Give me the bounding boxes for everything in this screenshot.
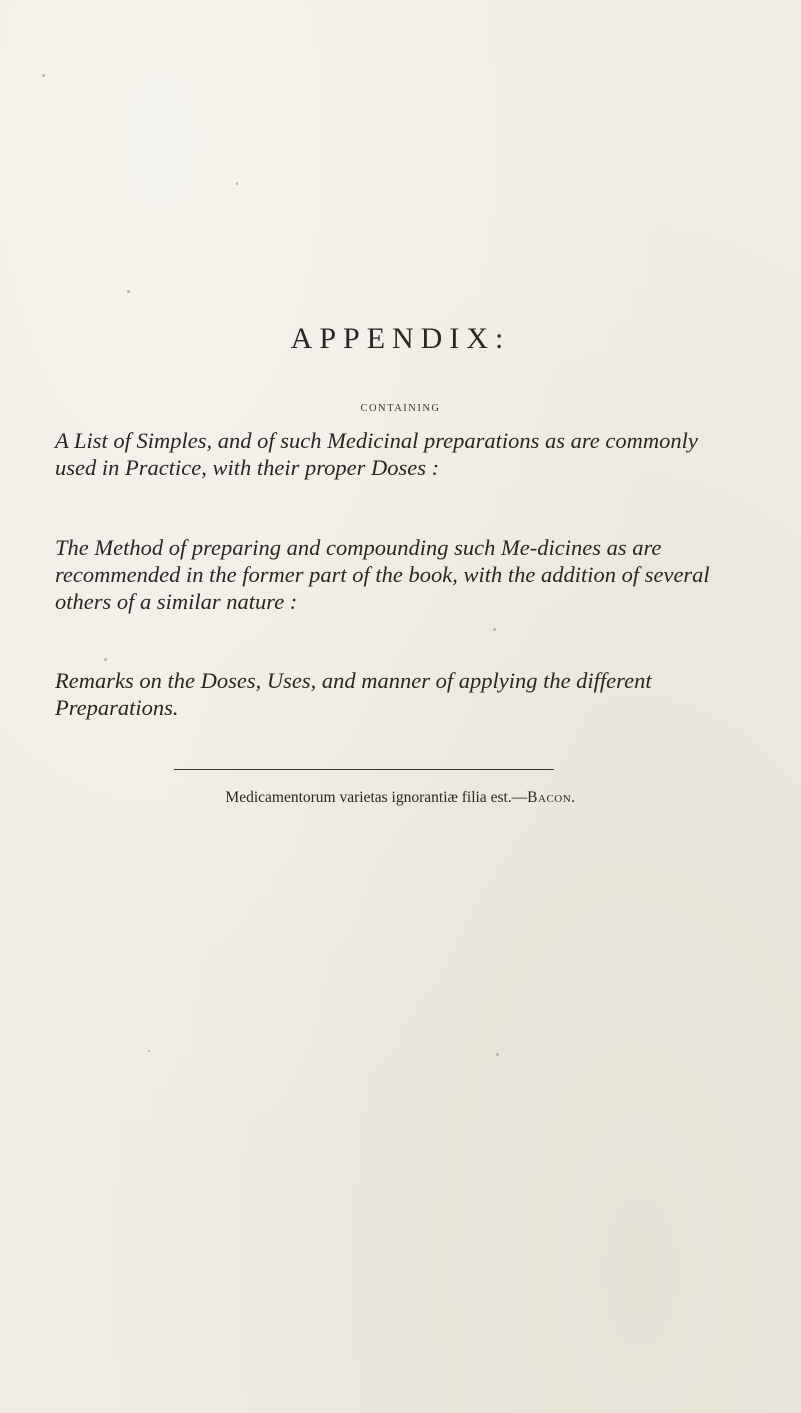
paper-speck (104, 658, 107, 661)
paper-speck (493, 628, 496, 631)
paper-speck (127, 290, 130, 293)
contents-item-method-of-preparing: The Method of preparing and compounding such Me-dicines as are recommended in the former part of the book, with the addition of several others of a similar nature : (55, 535, 710, 614)
motto (0, 789, 801, 807)
contents-item-remarks: Remarks on the Doses, Uses, and manner of applying the different Preparations. (55, 668, 652, 720)
paper-speck (496, 1053, 499, 1056)
divider-rule (174, 769, 554, 770)
motto-quote: Medicamentorum varietas ignorantiæ filia est.— (225, 789, 528, 806)
motto-author: Bacon. (527, 789, 576, 806)
paper-speck (148, 1050, 150, 1052)
contents-item-list-of-simples: A List of Simples, and of such Medicinal preparations as are commonly used in Practice, with their proper Doses : (55, 428, 698, 480)
appendix-title: APPENDIX: (290, 322, 511, 355)
containing-label: CONTAINING (360, 403, 441, 414)
paper-speck (42, 74, 45, 77)
paper-speck (236, 182, 238, 185)
